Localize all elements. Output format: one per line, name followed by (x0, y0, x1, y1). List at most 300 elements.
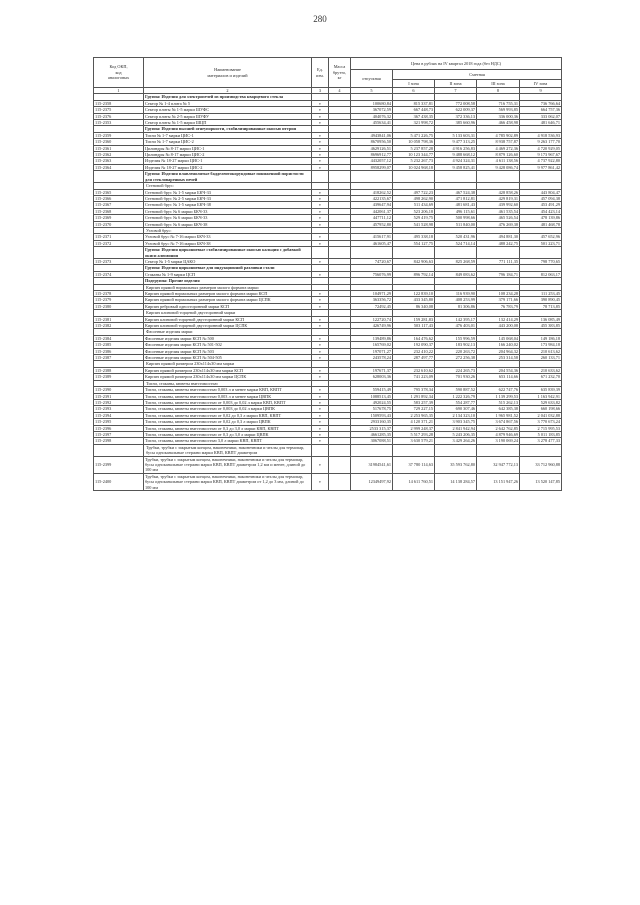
cell-zone-4-price: 9 263 177,70 (520, 139, 562, 145)
cell-unit: т (312, 419, 329, 425)
cell-zone-4-price: 3 278 477,33 (520, 438, 562, 444)
cell-zone-2-price: 183 902,13 (435, 342, 477, 348)
cell-zone-3-price: 1 139 299,53 (477, 393, 520, 399)
column-number-row: 1 2 3 4 5 6 7 8 9 (94, 88, 562, 94)
cell-release-price: 1088513,45 (351, 393, 393, 399)
cell-empty (435, 444, 477, 456)
group-title: Группа: Изделия для электропечей из производства кварцевого стекла (144, 94, 312, 100)
cell-zone-3-price: 4 469 272,36 (477, 145, 520, 151)
header-zone-4: IV зона (520, 80, 562, 88)
cell-code: 115-2365 (94, 189, 144, 195)
cell-zone-3-price: 494 881,30 (477, 234, 520, 240)
subgroup-title: Кирпич клиновой торцевой двусторонний марки (144, 310, 312, 316)
cell-release-price: 4661285,35 (351, 431, 393, 437)
cell-release-price: 72492,45 (351, 303, 393, 309)
cell-unit: т (312, 215, 329, 221)
cell-zone-3-price: 443 200,08 (477, 323, 520, 329)
cell-zone-1-price: 37 780 114,63 (393, 456, 435, 473)
cell-code: 115-2371 (94, 234, 144, 240)
cell-zone-1-price: 523 206,18 (393, 208, 435, 214)
cell-code: 115-2379 (94, 297, 144, 303)
cell-empty (329, 171, 351, 183)
cell-empty (312, 171, 329, 183)
cell-code: 115-2363 (94, 158, 144, 164)
cell-zone-2-price: 701 930,26 (435, 374, 477, 380)
cell-zone-2-price: 5 133 603,31 (435, 132, 477, 138)
cell-zone-4-price: 457 094,38 (520, 195, 562, 201)
cell-zone-3-price: 379 171,66 (477, 297, 520, 303)
cell-zone-2-price: 3 903 345,75 (435, 419, 477, 425)
cell-release-price: 422135,67 (351, 195, 393, 201)
cell-empty (393, 171, 435, 183)
cell-name: Сектор № 1-5 марки ЦАКО (144, 258, 312, 264)
price-table (93, 57, 562, 491)
cell-zone-4-price: 333 062,07 (520, 113, 562, 119)
cell-release-price: 4943841,06 (351, 132, 393, 138)
cell-unit: т (312, 234, 329, 240)
cell-empty (520, 171, 562, 183)
cell-zone-3-price: 2 642 762,85 (477, 425, 520, 431)
cell-name: Стеновой брус № 1-5 марки БКЧ-38 (144, 202, 312, 208)
cell-zone-2-price: 554 287,77 (435, 399, 477, 405)
cell-name: Тигли, стаканы, кюветы вместимостью от 0,003 до 0,02 л марки КВП, КВПТ (144, 399, 312, 405)
cell-zone-3-price: 76 783,79 (477, 303, 520, 309)
cell-release-price: 447711,12 (351, 215, 393, 221)
table-row (94, 456, 562, 473)
cell-code (94, 444, 144, 456)
subgroup-title: Угловой брус: (144, 227, 312, 233)
cell-zone-4-price: 173 984,18 (520, 342, 562, 348)
cell-release-price: 100680,84 (351, 100, 393, 106)
cell-unit: т (312, 316, 329, 322)
cell-release-price: 492024,55 (351, 399, 393, 405)
cell-zone-2-price: 4 924 324,31 (435, 158, 477, 164)
cell-code: 115-2372 (94, 240, 144, 246)
cell-empty (477, 171, 520, 183)
cell-zone-1-price: 232 610,62 (393, 367, 435, 373)
cell-zone-1-price: 14 611 760,51 (393, 473, 435, 490)
cell-zone-4-price: 635 839,39 (520, 387, 562, 393)
cell-empty (477, 247, 520, 259)
cell-unit: т (312, 202, 329, 208)
cell-zone-1-price: 321 998,72 (393, 120, 435, 126)
cell-zone-2-price: 471 812,81 (435, 195, 477, 201)
cell-name: Стеновой брус № 1-5 марки БКЧ-33 (144, 189, 312, 195)
cell-unit: т (312, 438, 329, 444)
cell-zone-3-price: 771 111,35 (477, 258, 520, 264)
header-unit: Ед. изм. (312, 58, 329, 88)
cell-name: Цилиндры № 8-17 марки ЦИС-1 (144, 145, 312, 151)
cell-unit: т (312, 113, 329, 119)
cell-release-price: 517678,75 (351, 406, 393, 412)
cell-zone-1-price: 1 291 892,34 (393, 393, 435, 399)
cell-code: 115-2398 (94, 438, 144, 444)
cell-zone-2-price: 142 395,17 (435, 316, 477, 322)
cell-unit: т (312, 387, 329, 393)
cell-zone-3-price: 166 240,02 (477, 342, 520, 348)
cell-code: 115-2376 (94, 113, 144, 119)
cell-zone-3-price: 1 965 981,52 (477, 412, 520, 418)
cell-empty (312, 444, 329, 456)
cell-zone-3-price: 132 414,29 (477, 316, 520, 322)
group-title: Подгруппа: Прочие изделия (144, 278, 312, 284)
cell-zone-3-price: 13 151 947,26 (477, 473, 520, 490)
cell-zone-3-price: 622 747,76 (477, 387, 520, 393)
cell-zone-2-price: 14 138 284,57 (435, 473, 477, 490)
cell-zone-2-price: 9 477 313,25 (435, 139, 477, 145)
cell-zone-1-price: 511 434,69 (393, 202, 435, 208)
cell-zone-3-price: 796 184,71 (477, 271, 520, 277)
cell-zone-1-price: 4 120 371,21 (393, 419, 435, 425)
cell-zone-2-price: 476 403,01 (435, 323, 477, 329)
cell-name: Сектор плиты № 1-5 марки ШУФС (144, 107, 312, 113)
cell-zone-3-price: 488 242,75 (477, 240, 520, 246)
header-code: Код ОКП, код аналоговых (94, 58, 144, 88)
cell-unit: т (312, 412, 329, 418)
subgroup-title: Тигли, стаканы, кюветы вместимостью (144, 380, 312, 386)
cell-code: 115-2386 (94, 348, 144, 354)
cell-unit: т (312, 303, 329, 309)
cell-zone-1-price: 164 476,62 (393, 335, 435, 341)
cell-zone-4-price: 149 186,18 (520, 335, 562, 341)
cell-unit: т (312, 393, 329, 399)
cell-zone-4-price: 454 423,14 (520, 208, 562, 214)
cell-zone-2-price: 524 714,14 (435, 240, 477, 246)
cell-zone-3-price: 476 269,38 (477, 221, 520, 227)
cell-unit: т (312, 164, 329, 170)
cell-zone-4-price: 798 770,65 (520, 258, 562, 264)
cell-zone-4-price: 9 173 967,67 (520, 152, 562, 158)
cell-name: Трубки, трубки с закрытым концом, наконечники, наконечники и чехлы для термопар, бусы одноканальные стержни марки КВП, КВПТ диаметром от 1,2 до 3 мм, длиной до 100 мм (144, 473, 312, 490)
cell-code: 115-2359 (94, 132, 144, 138)
cell-unit: т (312, 297, 329, 303)
cell-zone-2-price: 481 681,43 (435, 202, 477, 208)
cell-empty (435, 247, 477, 259)
header-price-title: Цена в рублях на IV квартал 2018 года (без НДС) (351, 58, 562, 70)
cell-unit: т (312, 100, 329, 106)
page-number: 280 (313, 14, 327, 24)
cell-name: Изделия № 18-27 марки ЦИС-2 (144, 164, 312, 170)
cell-code: 115-2381 (94, 316, 144, 322)
header-release: отпускная (351, 70, 393, 88)
cell-zone-2-price: 9 488 668,12 (435, 152, 477, 158)
cell-zone-3-price: 439 992,60 (477, 202, 520, 208)
group-row (94, 247, 562, 259)
cell-unit: т (312, 348, 329, 354)
cell-unit: т (312, 189, 329, 195)
cell-zone-1-price: 122 839,10 (393, 291, 435, 297)
cell-name: Трубки, трубки с закрытым концом, наконечники, наконечники и чехлы для термопар, бусы одноканальные стержни марки КВП, КВПТ диаметром 1,2 мм и менее, длиной до 100 мм (144, 456, 312, 473)
cell-empty (393, 247, 435, 259)
cell-empty (329, 444, 351, 456)
subgroup-title: Фасонные изделия марки (144, 329, 312, 335)
cell-zone-1-price: 5 237 857,28 (393, 145, 435, 151)
subgroup-title: Трубки, трубки с закрытым концом, наконечники, наконечники и чехлы для термопар, бусы одноканальные стержни марки КВП, КВПТ диаметром (144, 444, 312, 456)
cell-zone-4-price: 1 163 942,91 (520, 393, 562, 399)
cell-zone-3-price: 32 947 772,13 (477, 456, 520, 473)
cell-name: Сектор плиты № 2-5 марки ШУФУ (144, 113, 312, 119)
cell-zone-1-price: 10 058 798,36 (393, 139, 435, 145)
cell-code: 115-2361 (94, 145, 144, 151)
header-estimate: Сметная (393, 70, 562, 80)
cell-zone-4-price: 529 633,82 (520, 399, 562, 405)
cell-unit: т (312, 145, 329, 151)
cell-zone-1-price: 529 419,75 (393, 215, 435, 221)
cell-zone-4-price: 664 757,36 (520, 107, 562, 113)
cell-zone-3-price: 9 428 086,74 (477, 164, 520, 170)
cell-zone-2-price: 2 134 323,10 (435, 412, 477, 418)
cell-zone-2-price: 81 306,86 (435, 303, 477, 309)
cell-zone-4-price: 5 011 183,85 (520, 431, 562, 437)
cell-zone-4-price: 78 713,85 (520, 303, 562, 309)
cell-zone-2-price: 2 841 942,94 (435, 425, 477, 431)
cell-code: 115-2396 (94, 425, 144, 431)
cell-zone-3-price: 145 068,04 (477, 335, 520, 341)
cell-unit: т (312, 342, 329, 348)
cell-zone-1-price: 583 257,39 (393, 399, 435, 405)
cell-release-price: 104971,29 (351, 291, 393, 297)
cell-code: 115-2384 (94, 335, 144, 341)
cell-zone-1-price: 433 345,80 (393, 297, 435, 303)
cell-zone-1-price: 503 117,43 (393, 323, 435, 329)
cell-name: Кирпич прямой размером 230х114х30 мм марки ЦСПК (144, 374, 312, 380)
group-title: Группа: Изделия циркониевые стабилизированные окисью кальция с добавкой окиси алюминия (144, 247, 312, 259)
cell-name: Фасонные изделия марки КСП № 504-505 (144, 355, 312, 361)
cell-zone-1-price: 741 223,09 (393, 374, 435, 380)
cell-name: Сектор плиты № 1-5 марки ШЦП (144, 120, 312, 126)
cell-release-price: 442061,37 (351, 208, 393, 214)
cell-code: 115-2385 (94, 342, 144, 348)
cell-zone-2-price: 220 263,72 (435, 348, 477, 354)
header-name: Наименование материалов и изделий (144, 58, 312, 88)
cell-zone-4-price: 4 918 536,93 (520, 132, 562, 138)
subgroup-title: Стеновой брус: (144, 183, 312, 189)
cell-zone-1-price: 287 497,77 (393, 355, 435, 361)
cell-code: 115-2364 (94, 164, 144, 170)
cell-unit: т (312, 107, 329, 113)
cell-unit: т (312, 456, 329, 473)
cell-zone-1-price: 232 410,22 (393, 348, 435, 354)
cell-zone-1-price: 5 517 293,28 (393, 431, 435, 437)
cell-release-price: 197071,27 (351, 348, 393, 354)
cell-zone-4-price: 671 232,70 (520, 374, 562, 380)
cell-code: 115-2380 (94, 303, 144, 309)
cell-zone-1-price: 896 792,14 (393, 271, 435, 277)
cell-release-price: 756076,99 (351, 271, 393, 277)
group-title: Группа: Изделия циркониевые для индукционной разливки стали (144, 265, 312, 271)
cell-mass (329, 473, 351, 490)
cell-release-price: 415617,91 (351, 234, 393, 240)
cell-name: Кирпич прямой размером 230х114х30 мм марки КСП (144, 367, 312, 373)
cell-zone-2-price: 35 593 762,80 (435, 456, 477, 473)
cell-zone-1-price: 541 528,98 (393, 221, 435, 227)
cell-zone-3-price: 108 234,28 (477, 291, 520, 297)
cell-zone-3-price: 642 385,38 (477, 406, 520, 412)
cell-release-price: 4432057,12 (351, 158, 393, 164)
subgroup-title: Кирпич прямой размером 230х114х30 мм марки (144, 361, 312, 367)
cell-zone-3-price: 3 190 069,24 (477, 438, 520, 444)
cell-code: 115-2358 (94, 100, 144, 106)
cell-unit: т (312, 425, 329, 431)
cell-zone-1-price: 192 090,37 (393, 342, 435, 348)
cell-code: 115-2378 (94, 291, 144, 297)
cell-release-price: 404076,32 (351, 113, 393, 119)
cell-release-price: 426749,96 (351, 323, 393, 329)
cell-zone-3-price: 4 785 902,89 (477, 132, 520, 138)
cell-name: Сектор № 1-4 плита № 5 (144, 100, 312, 106)
cell-zone-4-price: 481 468,78 (520, 221, 562, 227)
cell-unit: т (312, 374, 329, 380)
cell-code: 115-2388 (94, 367, 144, 373)
cell-release-price: 367072,59 (351, 107, 393, 113)
cell-zone-4-price: 4 720 929,05 (520, 145, 562, 151)
cell-zone-1-price: 2 253 965,35 (393, 412, 435, 418)
cell-zone-4-price: 4 737 922,80 (520, 158, 562, 164)
cell-code: 115-2391 (94, 393, 144, 399)
cell-code: 115-2387 (94, 355, 144, 361)
header-zone-1: I зона (393, 80, 435, 88)
cell-zone-1-price: 2 999 248,37 (393, 425, 435, 431)
cell-release-price: 197671,37 (351, 367, 393, 373)
cell-name: Кирпич прямой нормальных размеров малого формата марки ЦСПК (144, 297, 312, 303)
cell-zone-2-price: 500 998,66 (435, 215, 477, 221)
cell-zone-2-price: 155 996,59 (435, 335, 477, 341)
cell-zone-4-price: 260 133,71 (520, 355, 562, 361)
cell-zone-4-price: 736 766,64 (520, 100, 562, 106)
cell-release-price: 139489,86 (351, 335, 393, 341)
cell-code: 115-2393 (94, 406, 144, 412)
cell-name: Кирпич прямой нормальных размеров малого формата марки КСП (144, 291, 312, 297)
cell-unit: т (312, 240, 329, 246)
group-title: Группа: Изделия плавленолитые бадделеитокорундовые пониженной пористости для стекловаренных печей (144, 171, 312, 183)
cell-release-price: 457952,80 (351, 221, 393, 227)
cell-unit: т (312, 291, 329, 297)
cell-empty (312, 247, 329, 259)
cell-code: 115-2400 (94, 473, 144, 490)
cell-name: Тигли, стаканы, кюветы вместимостью от 0,3 до 3,0 л марки ЦВПК (144, 431, 312, 437)
group-row (94, 171, 562, 183)
cell-unit: т (312, 132, 329, 138)
cell-unit: т (312, 335, 329, 341)
cell-zone-4-price: 33 712 960,88 (520, 456, 562, 473)
cell-zone-2-price: 511 840,00 (435, 221, 477, 227)
cell-zone-2-price: 467 524,38 (435, 189, 477, 195)
group-title: Группа: Изделия высшей огнеупорности, стабилизированные окисью иттрия (144, 126, 312, 132)
cell-zone-4-price: 478 139,86 (520, 215, 562, 221)
cell-zone-4-price: 2 715 995,53 (520, 425, 562, 431)
cell-zone-2-price: 224 265,73 (435, 367, 477, 373)
cell-zone-3-price: 466 458,98 (477, 120, 520, 126)
cell-name: Кирпич клиновой торцевой двусторонний марки ЦСПК (144, 323, 312, 329)
cell-zone-1-price: 3 630 579,21 (393, 438, 435, 444)
cell-zone-4-price: 136 085,49 (520, 316, 562, 322)
cell-zone-3-price: 4 879 946,69 (477, 431, 520, 437)
cell-release-price: 122720,74 (351, 316, 393, 322)
cell-release-price: 418262,52 (351, 189, 393, 195)
cell-zone-2-price: 690 307,46 (435, 406, 477, 412)
cell-code: 115-2374 (94, 271, 144, 277)
cell-code: 115-2382 (94, 323, 144, 329)
cell-code: 115-2373 (94, 258, 144, 264)
cell-zone-3-price: 204 964,32 (477, 348, 520, 354)
cell-zone-1-price: 667 448,73 (393, 107, 435, 113)
cell-zone-2-price: 520 431,96 (435, 234, 477, 240)
subgroup-row (94, 444, 562, 456)
cell-code: 115-2369 (94, 215, 144, 221)
cell-zone-4-price: 210 633,62 (520, 367, 562, 373)
cell-zone-1-price: 554 127,75 (393, 240, 435, 246)
cell-zone-1-price: 5 232 267,73 (393, 158, 435, 164)
cell-name: Стеновой брус № 6 марки БКЧ-33 (144, 208, 312, 214)
cell-zone-2-price: 3 429 264,26 (435, 438, 477, 444)
cell-empty (520, 444, 562, 456)
cell-name: Тигли, стаканы, кюветы вместимостью 3,0 л марки КВП, КВПТ (144, 438, 312, 444)
cell-empty (520, 247, 562, 259)
cell-zone-4-price: 2 041 032,88 (520, 412, 562, 418)
cell-zone-2-price: 9 458 825,41 (435, 164, 477, 170)
cell-release-price: 8696912,77 (351, 152, 393, 158)
cell-unit: т (312, 431, 329, 437)
cell-unit: т (312, 152, 329, 158)
cell-zone-3-price: 4 611 138,56 (477, 158, 520, 164)
cell-name: Угловой брус № 7-16 марки БКЧ-38 (144, 240, 312, 246)
cell-name: Тигли, стаканы, кюветы вместимостью 0,003 л и менее марки КВП, КВПТ (144, 387, 312, 393)
cell-zone-2-price: 385 660,96 (435, 120, 477, 126)
cell-zone-4-price: 453 491,29 (520, 202, 562, 208)
subgroup-title: Кирпич прямой нормальных размеров малого формата марки (144, 284, 312, 290)
cell-zone-1-price: 495 338,18 (393, 234, 435, 240)
cell-release-price: 628003,36 (351, 374, 393, 380)
cell-unit: т (312, 120, 329, 126)
cell-unit: т (312, 221, 329, 227)
cell-code: 115-2375 (94, 107, 144, 113)
cell-unit: т (312, 323, 329, 329)
cell-zone-3-price: 253 314,58 (477, 355, 520, 361)
cell-unit: т (312, 367, 329, 373)
cell-name: Фасонные изделия марки КСП № 501-502 (144, 342, 312, 348)
cell-code (94, 171, 144, 183)
cell-zone-2-price: 825 268,59 (435, 258, 477, 264)
cell-zone-3-price: 653 114,66 (477, 374, 520, 380)
cell-zone-2-price: 849 083,62 (435, 271, 477, 277)
cell-name: Угловой брус № 7-16 марки БКЧ-33 (144, 234, 312, 240)
cell-unit: т (312, 406, 329, 412)
cell-name: Кирпич клиновой торцевой двусторонний марки КСП (144, 316, 312, 322)
cell-zone-2-price: 590 887,52 (435, 387, 477, 393)
cell-zone-3-price: 428 858,26 (477, 189, 520, 195)
cell-zone-1-price: 5 471 226,75 (393, 132, 435, 138)
cell-name: Тигли, стаканы, кюветы вместимостью от 0,3 до 3,0 л марки КВП, КВПТ (144, 425, 312, 431)
cell-release-price: 12349497,92 (351, 473, 393, 490)
header-zone-2: II зона (435, 80, 477, 88)
cell-release-price: 8670956,50 (351, 139, 393, 145)
cell-release-price: 439647,94 (351, 202, 393, 208)
header-zone-3: III зона (477, 80, 520, 88)
cell-zone-1-price: 729 227,15 (393, 406, 435, 412)
cell-zone-3-price: 569 993,85 (477, 107, 520, 113)
cell-release-price: 243578,24 (351, 355, 393, 361)
cell-zone-3-price: 8 938 757,87 (477, 139, 520, 145)
cell-zone-1-price: 497 722,23 (393, 189, 435, 195)
cell-empty (477, 444, 520, 456)
cell-code: 115-2362 (94, 152, 144, 158)
cell-unit: т (312, 258, 329, 264)
cell-zone-3-price: 336 000,36 (477, 113, 520, 119)
cell-zone-1-price: 367 438,35 (393, 113, 435, 119)
cell-code: 115-2389 (94, 374, 144, 380)
cell-zone-4-price: 455 383,85 (520, 323, 562, 329)
cell-name: Тигли, стаканы, кюветы вместимостью 0,003 л и менее марки ЦВПК (144, 393, 312, 399)
